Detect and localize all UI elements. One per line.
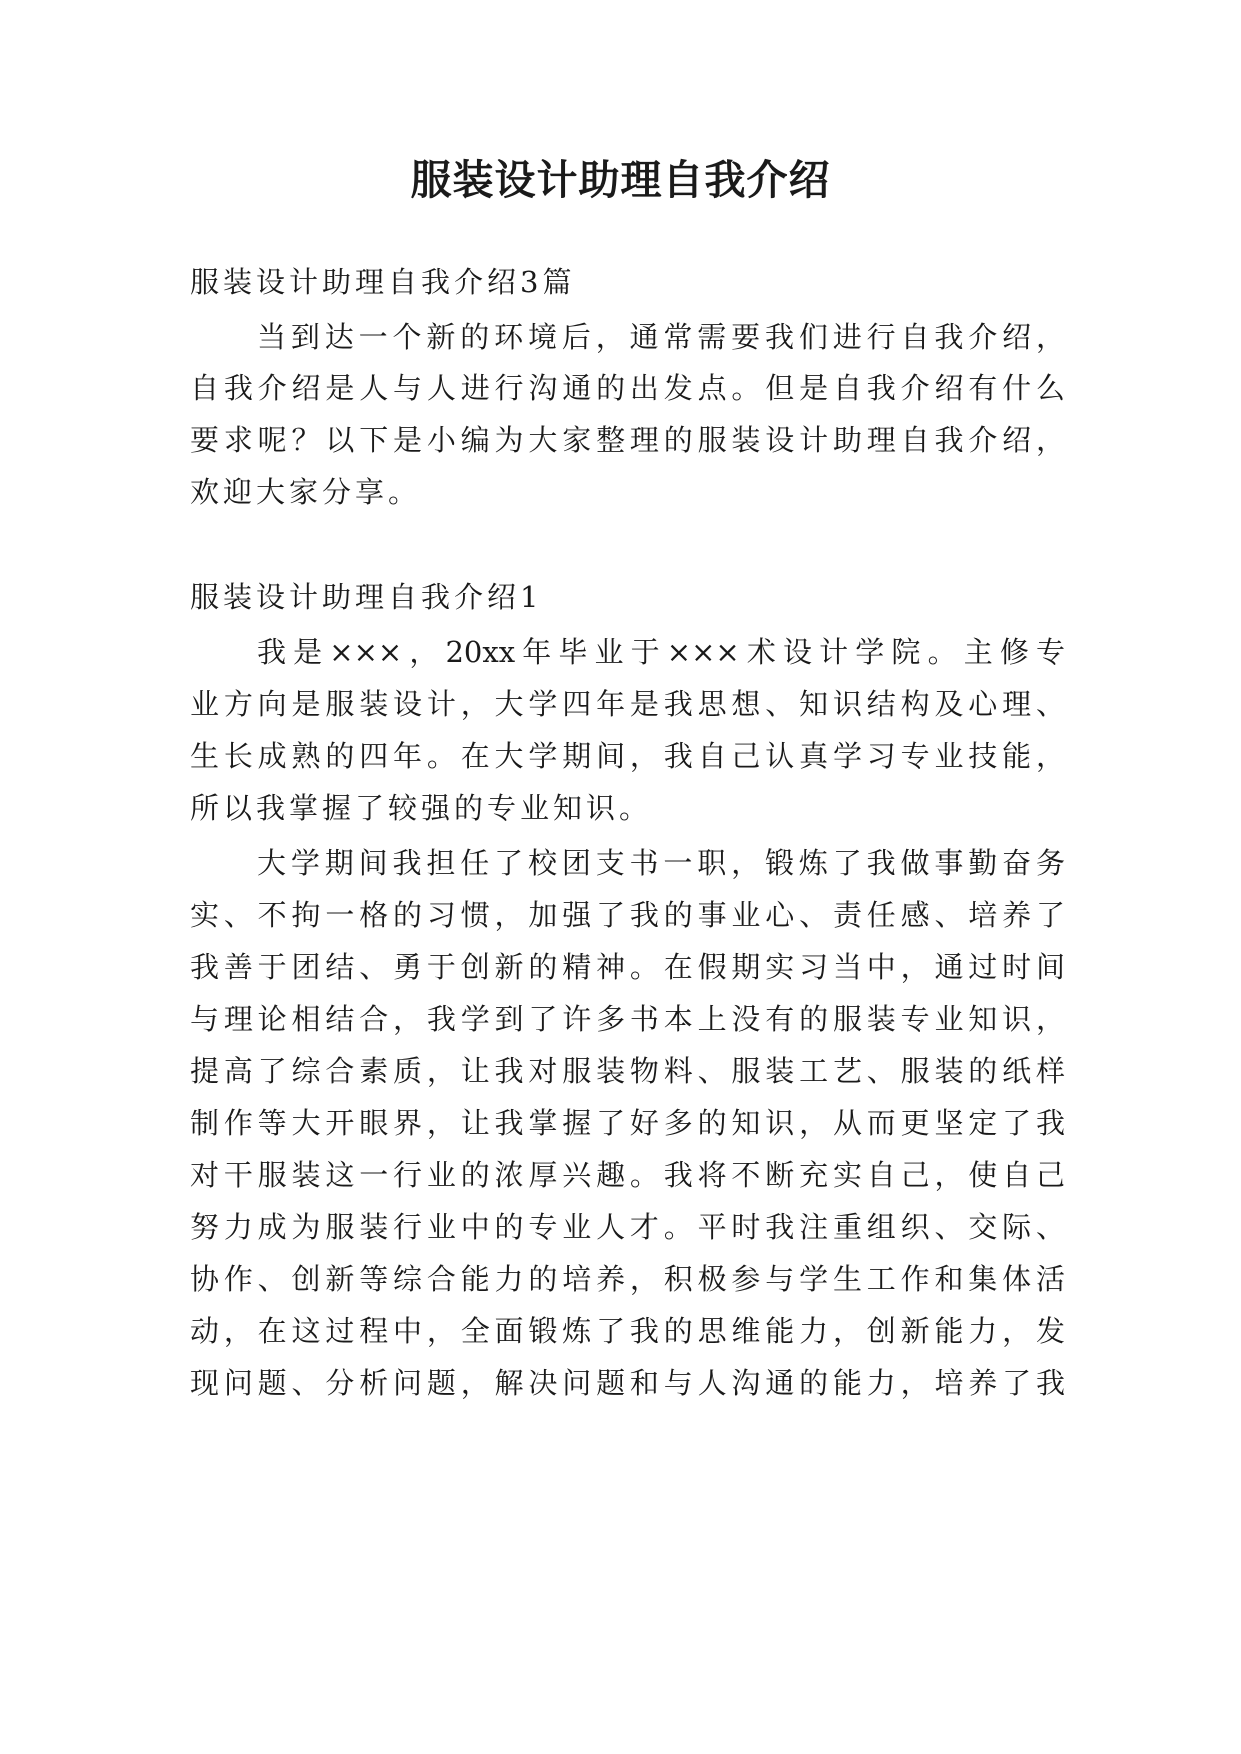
paragraph-line: 现问题、分析问题，解决问题和与人沟通的能力，培养了我 [190, 1366, 1065, 1400]
intro-line: 自我介绍是人与人进行沟通的出发点。但是自我介绍有什么 [190, 371, 1065, 405]
intro-line: 当到达一个新的环境后，通常需要我们进行自我介绍， [257, 320, 1065, 354]
paragraph-line: 提高了综合素质，让我对服装物料、服装工艺、服装的纸样 [190, 1054, 1065, 1088]
page-title: 服装设计助理自我介绍 [410, 156, 831, 204]
paragraph-line: 与理论相结合，我学到了许多书本上没有的服装专业知识， [190, 1002, 1065, 1036]
intro-line: 要求呢？以下是小编为大家整理的服装设计助理自我介绍， [190, 423, 1065, 457]
paragraph-line: 大学期间我担任了校团支书一职，锻炼了我做事勤奋务 [257, 846, 1065, 880]
paragraph-line: 业方向是服装设计，大学四年是我思想、知识结构及心理、 [190, 687, 1065, 721]
paragraph-line: 我是×××，20xx年毕业于×××术设计学院。主修专 [257, 635, 1065, 669]
paragraph-line: 努力成为服装行业中的专业人才。平时我注重组织、交际、 [190, 1210, 1065, 1244]
paragraph-line: 生长成熟的四年。在大学期间，我自己认真学习专业技能， [190, 739, 1065, 773]
section-heading: 服装设计助理自我介绍1 [190, 580, 543, 614]
intro-line: 欢迎大家分享。 [190, 475, 422, 509]
paragraph-line: 动，在这过程中，全面锻炼了我的思维能力，创新能力，发 [190, 1314, 1065, 1348]
paragraph-line: 我善于团结、勇于创新的精神。在假期实习当中，通过时间 [190, 950, 1065, 984]
paragraph-line: 制作等大开眼界，让我掌握了好多的知识，从而更坚定了我 [190, 1106, 1065, 1140]
paragraph-line: 所以我掌握了较强的专业知识。 [190, 791, 653, 825]
paragraph-line: 协作、创新等综合能力的培养，积极参与学生工作和集体活 [190, 1262, 1065, 1296]
paragraph-line: 对干服装这一行业的浓厚兴趣。我将不断充实自己，使自己 [190, 1158, 1065, 1192]
paragraph-line: 实、不拘一格的习惯，加强了我的事业心、责任感、培养了 [190, 898, 1065, 932]
document-subtitle: 服装设计助理自我介绍3篇 [190, 265, 576, 299]
